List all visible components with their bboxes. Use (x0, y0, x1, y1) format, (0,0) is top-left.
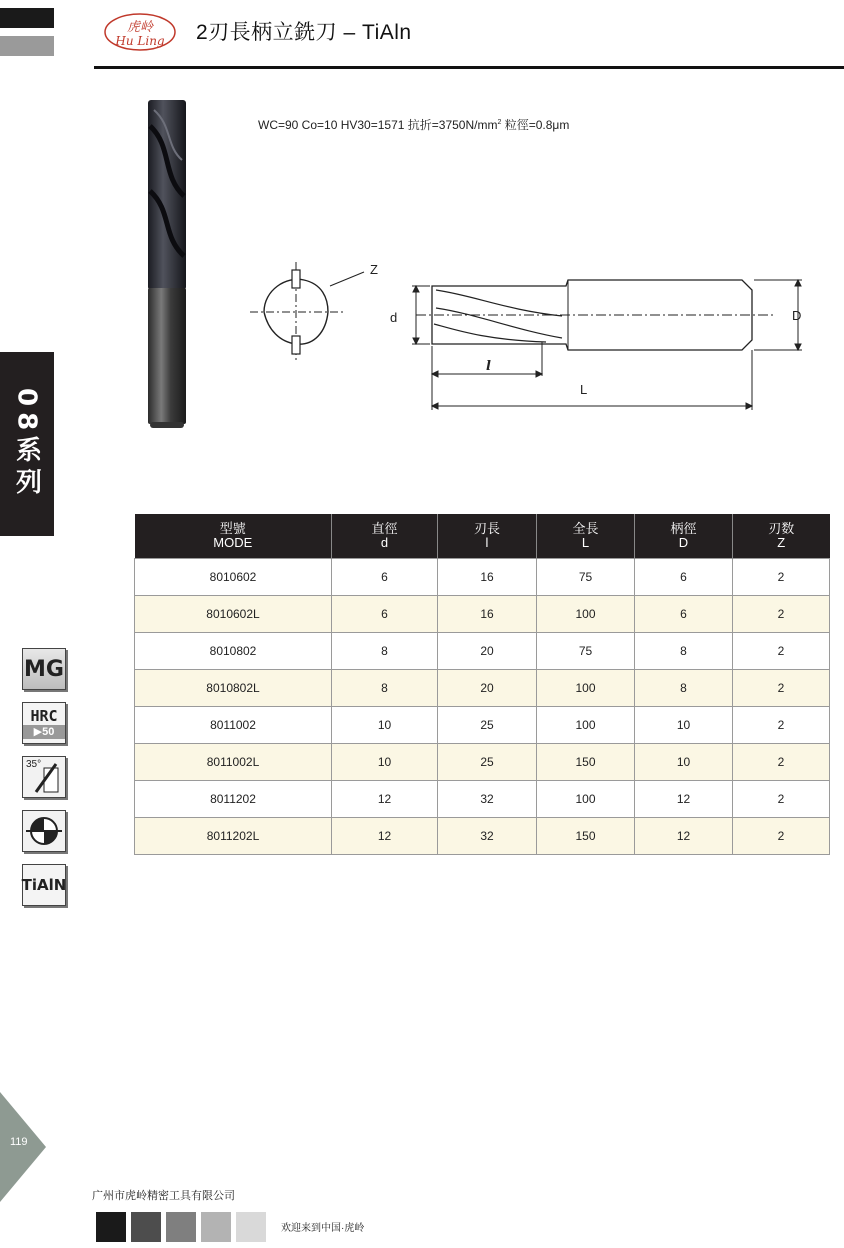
table-row (135, 744, 830, 781)
col-header-flute-length: 刃長 l (438, 514, 537, 559)
page-title: 2刃長柄立銑刀 – TiAln (196, 21, 412, 44)
hrc-value: ▶50 (23, 725, 65, 739)
hrc-label: HRC (30, 707, 58, 725)
color-swatch (166, 1212, 196, 1242)
cell-flutes: 2 (733, 744, 830, 781)
cell-shank-diameter: 6 (635, 559, 733, 596)
cell-model: 8010602L (135, 596, 332, 633)
company-name: 广州市虎岭精密工具有限公司 (92, 1190, 235, 1202)
cell-overall-length: 100 (537, 670, 635, 707)
cell-diameter: 8 (332, 670, 438, 707)
product-spec-table (134, 514, 830, 855)
technical-drawing (246, 250, 806, 416)
header-gray-bar (0, 36, 54, 56)
dim-label-shank: D (792, 308, 802, 323)
tialn-coating-icon (22, 864, 66, 906)
spec-text: WC=90 Co=10 HV30=1571 抗折=3750N/mm (258, 118, 498, 132)
cell-shank-diameter: 8 (635, 670, 733, 707)
cell-model: 8011202L (135, 818, 332, 855)
page-number: 119 (10, 1136, 28, 1148)
cell-model: 8010802L (135, 670, 332, 707)
color-swatch (96, 1212, 126, 1242)
cell-flute-length: 20 (438, 633, 537, 670)
cell-flute-length: 20 (438, 670, 537, 707)
welcome-text: 欢迎来到中国·虎岭 (281, 1223, 365, 1234)
table-row (135, 781, 830, 818)
col-header-diameter: 直徑 d (332, 514, 438, 559)
logo-line1: 虎岭 (126, 20, 154, 35)
tialn-label: TiAlN (21, 876, 67, 894)
cell-flutes: 2 (733, 633, 830, 670)
series-label: 08系列 (11, 387, 42, 501)
material-spec (258, 116, 569, 133)
dim-label-d: d (390, 310, 398, 325)
cell-model: 8010802 (135, 633, 332, 670)
table-row (135, 596, 830, 633)
table-row (135, 670, 830, 707)
cell-flute-length: 25 (438, 707, 537, 744)
cell-diameter: 6 (332, 559, 438, 596)
col-header-shank-diameter: 柄徑 D (635, 514, 733, 559)
cell-diameter: 12 (332, 818, 438, 855)
cell-overall-length: 100 (537, 781, 635, 818)
cell-flute-length: 25 (438, 744, 537, 781)
spec-superscript: 2 (497, 119, 502, 126)
cell-diameter: 10 (332, 707, 438, 744)
cell-flutes: 2 (733, 818, 830, 855)
table-row (135, 633, 830, 670)
cell-flute-length: 16 (438, 559, 537, 596)
cell-flutes: 2 (733, 596, 830, 633)
header-black-bar (0, 8, 54, 28)
series-side-tab (0, 352, 54, 536)
cell-model: 8011202 (135, 781, 332, 818)
cell-shank-diameter: 12 (635, 781, 733, 818)
cell-flutes: 2 (733, 670, 830, 707)
col-header-overall-length: 全長 L (537, 514, 635, 559)
dim-label-z: Z (370, 262, 378, 277)
table-header-row (135, 514, 830, 559)
cell-flutes: 2 (733, 707, 830, 744)
cell-flute-length: 32 (438, 781, 537, 818)
cell-diameter: 6 (332, 596, 438, 633)
cell-model: 8011002L (135, 744, 332, 781)
center-cut-icon (22, 810, 66, 852)
helix-35-icon (22, 756, 66, 798)
spec-grain: 粒徑=0.8μm (501, 118, 570, 132)
helix-angle-label: 35° (26, 759, 42, 770)
cell-overall-length: 150 (537, 818, 635, 855)
cell-overall-length: 150 (537, 744, 635, 781)
dim-label-flute-length: l (486, 359, 491, 374)
table-row (135, 707, 830, 744)
end-mill-photo (132, 96, 196, 432)
mg-grade-icon (22, 648, 66, 690)
dim-label-overall-length: L (580, 382, 588, 397)
cell-shank-diameter: 8 (635, 633, 733, 670)
color-swatch (131, 1212, 161, 1242)
brand-logo (103, 12, 177, 52)
hrc-icon (22, 702, 66, 744)
col-header-model: 型號 MODE (135, 514, 332, 559)
cell-overall-length: 75 (537, 559, 635, 596)
cell-shank-diameter: 12 (635, 818, 733, 855)
table-row (135, 818, 830, 855)
cell-overall-length: 100 (537, 596, 635, 633)
cell-model: 8011002 (135, 707, 332, 744)
cell-flutes: 2 (733, 781, 830, 818)
cell-shank-diameter: 10 (635, 707, 733, 744)
logo-line2: Hu Ling (115, 34, 165, 48)
cell-flute-length: 16 (438, 596, 537, 633)
color-swatch (236, 1212, 266, 1242)
mg-label: MG (24, 656, 64, 682)
cell-shank-diameter: 6 (635, 596, 733, 633)
cell-overall-length: 100 (537, 707, 635, 744)
cell-diameter: 8 (332, 633, 438, 670)
col-header-flutes: 刃数 Z (733, 514, 830, 559)
table-row (135, 559, 830, 596)
cell-diameter: 10 (332, 744, 438, 781)
color-swatch (201, 1212, 231, 1242)
cell-shank-diameter: 10 (635, 744, 733, 781)
header-rule (94, 66, 844, 69)
cell-flutes: 2 (733, 559, 830, 596)
cell-flute-length: 32 (438, 818, 537, 855)
cell-overall-length: 75 (537, 633, 635, 670)
cell-diameter: 12 (332, 781, 438, 818)
cell-model: 8010602 (135, 559, 332, 596)
